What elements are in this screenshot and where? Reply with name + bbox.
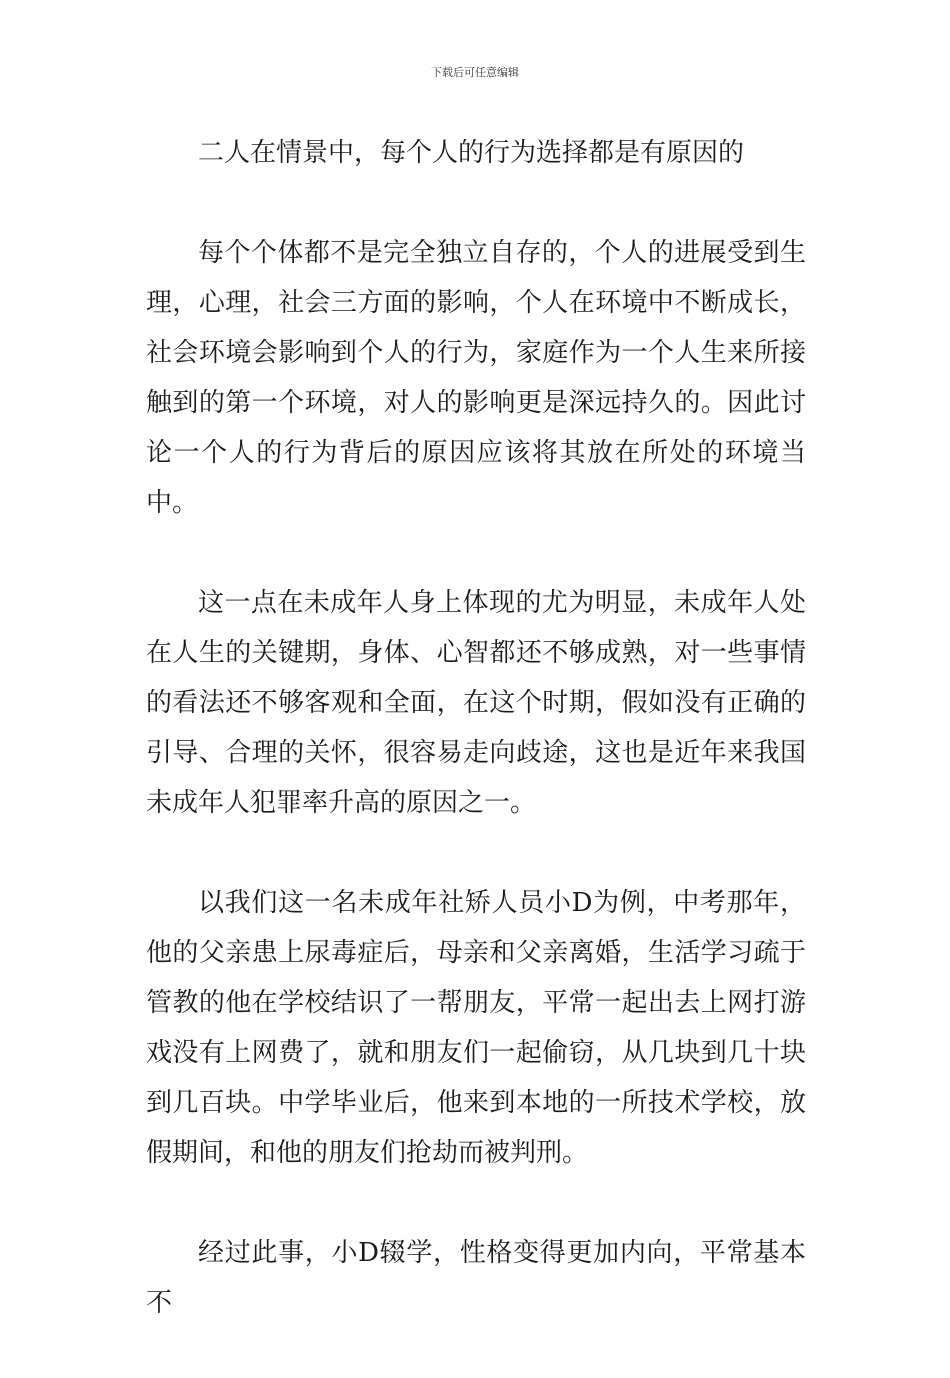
document-body (146, 128, 806, 1378)
paragraph-section-heading: 二人在情景中，每个人的行为选择都是有原因的 (198, 138, 745, 168)
page-header: 下载后可任意编辑 (431, 66, 519, 79)
paragraph-environment: 每个个体都不是完全独立自存的，个人的进展受到生理，心理，社会三方面的影响，个人在环境中不断成长，社会环境会影响到个人的行为，家庭作为一个人生来所接触到的第一个环境，对人的影响更是深远持久的。因此讨论一个人的行为背后的原因应该将其放在所处的环境当中。 (146, 238, 806, 518)
paragraph-aftermath: 经过此事，小D辍学，性格变得更加内向，平常基本不 (146, 1238, 806, 1318)
paragraph-case-example: 以我们这一名未成年社矫人员小D为例，中考那年，他的父亲患上尿毒症后，母亲和父亲离婚，生活学习疏于管教的他在学校结识了一帮朋友，平常一起出去上网打游戏没有上网费了，就和朋友们一起偷窃，从几块到几十块到几百块。中学毕业后，他来到本地的一所技术学校，放假期间，和他的朋友们抢劫而被判刑。 (146, 888, 806, 1168)
paragraph-minors: 这一点在未成年人身上体现的尤为明显，未成年人处在人生的关键期，身体、心智都还不够成熟，对一些事情的看法还不够客观和全面，在这个时期，假如没有正确的引导、合理的关怀，很容易走向歧途，这也是近年来我国未成年人犯罪率升高的原因之一。 (146, 588, 806, 818)
